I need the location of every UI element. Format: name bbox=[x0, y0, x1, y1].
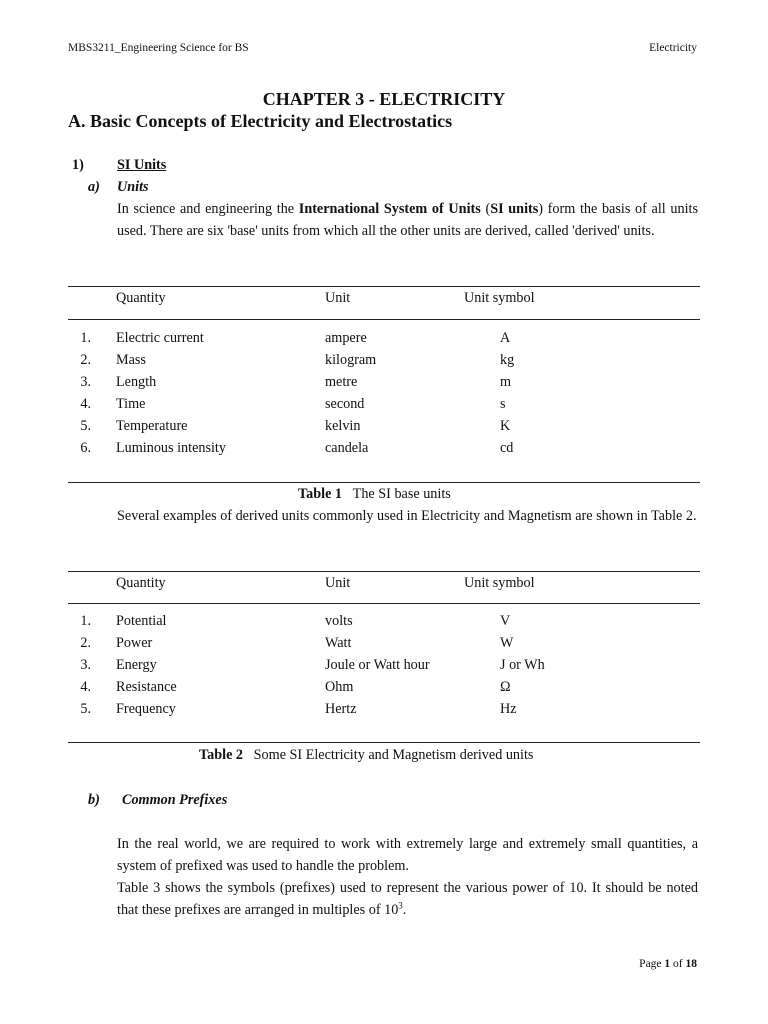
row-number: 1. bbox=[80, 613, 91, 629]
row-unit: Hertz bbox=[325, 701, 357, 717]
row-unit: Ohm bbox=[325, 679, 354, 695]
intro-rest: ) form the basis of all units used. There are six 'base' units from which all the other units are derived, called 'derived' units. bbox=[117, 201, 698, 239]
table1-header-rule bbox=[68, 319, 700, 320]
table-row bbox=[68, 657, 700, 679]
table3-intro-paragraph bbox=[117, 877, 698, 921]
current-page: 1 bbox=[664, 958, 671, 970]
table-row bbox=[68, 635, 700, 657]
row-symbol: Hz bbox=[500, 701, 517, 717]
row-quantity: Power bbox=[116, 635, 153, 651]
total-pages: 18 bbox=[685, 958, 697, 970]
row-quantity: Potential bbox=[116, 613, 167, 629]
of-word: of bbox=[673, 958, 683, 970]
row-quantity: Frequency bbox=[116, 701, 176, 717]
row-number: 2. bbox=[80, 635, 91, 651]
section-title: A. Basic Concepts of Electricity and Electrostatics bbox=[68, 111, 453, 131]
row-quantity: Energy bbox=[116, 657, 157, 673]
page-number bbox=[639, 958, 697, 970]
intro-bold-si-name: International System of Units bbox=[298, 201, 481, 217]
table-row bbox=[68, 330, 700, 352]
row-symbol: m bbox=[500, 374, 512, 390]
row-unit: Joule or Watt hour bbox=[325, 657, 430, 673]
table1-caption-label: Table 1 bbox=[298, 486, 343, 502]
table-row bbox=[68, 701, 700, 723]
row-quantity: Temperature bbox=[116, 418, 188, 434]
section-heading: SI Units bbox=[117, 157, 167, 173]
subsection-a-title: Units bbox=[117, 179, 149, 195]
row-quantity: Mass bbox=[116, 352, 146, 368]
header-topic: Electricity bbox=[649, 42, 697, 54]
table-row bbox=[68, 613, 700, 635]
table2-top-rule bbox=[68, 571, 700, 572]
table2-header-unit: Unit bbox=[325, 575, 351, 591]
table1-header-symbol: Unit symbol bbox=[464, 290, 535, 306]
table2-header-rule bbox=[68, 603, 700, 604]
chapter-title: CHAPTER 3 - ELECTRICITY bbox=[262, 89, 506, 109]
row-unit: volts bbox=[325, 613, 353, 629]
table2-header-symbol: Unit symbol bbox=[464, 575, 535, 591]
section-number: 1) bbox=[72, 157, 84, 173]
table2-caption-text: Some SI Electricity and Magnetism derived units bbox=[253, 747, 534, 763]
row-quantity: Resistance bbox=[116, 679, 177, 695]
table1-header bbox=[68, 290, 700, 312]
table2-header-quantity: Quantity bbox=[116, 575, 166, 591]
table3-intro-text: Table 3 shows the symbols (prefixes) used to represent the various power of 10. It should be noted that these prefixes are arranged in multiples of 10 bbox=[117, 880, 698, 918]
row-quantity: Time bbox=[116, 396, 146, 412]
intro-bold-si-units: SI units bbox=[490, 201, 539, 217]
row-number: 5. bbox=[80, 701, 91, 717]
page-word: Page bbox=[639, 958, 662, 970]
table-row bbox=[68, 440, 700, 462]
table1-top-rule bbox=[68, 286, 700, 287]
table2-caption-label: Table 2 bbox=[199, 747, 244, 763]
row-unit: Watt bbox=[325, 635, 352, 651]
row-number: 4. bbox=[80, 679, 91, 695]
row-number: 2. bbox=[80, 352, 91, 368]
row-number: 3. bbox=[80, 374, 91, 390]
table2-bottom-rule bbox=[68, 742, 700, 743]
intro-paragraph bbox=[117, 198, 698, 242]
table3-intro-end: . bbox=[402, 902, 407, 918]
table-row bbox=[68, 418, 700, 440]
header-course: MBS3211_Engineering Science for BS bbox=[68, 42, 249, 54]
prefixes-paragraph: In the real world, we are required to work with extremely large and extremely small quantities, a system of prefixed was used to handle the problem. bbox=[117, 836, 698, 874]
row-symbol: Ω bbox=[500, 679, 511, 695]
table1-bottom-rule bbox=[68, 482, 700, 483]
power-exponent: 3 bbox=[398, 900, 403, 911]
table2-header bbox=[68, 575, 700, 597]
row-number: 4. bbox=[80, 396, 91, 412]
table2-caption bbox=[199, 747, 533, 764]
table-row bbox=[68, 679, 700, 701]
row-symbol: V bbox=[500, 613, 511, 629]
row-symbol: s bbox=[500, 396, 506, 412]
row-symbol: K bbox=[500, 418, 511, 434]
derived-units-paragraph: Several examples of derived units commonly used in Electricity and Magnetism are shown in Table 2. bbox=[117, 508, 697, 524]
row-unit: kelvin bbox=[325, 418, 361, 434]
row-unit: second bbox=[325, 396, 365, 412]
table1-header-unit: Unit bbox=[325, 290, 351, 306]
subsection-b-label: b) bbox=[88, 792, 100, 808]
row-symbol: J or Wh bbox=[500, 657, 545, 673]
table-row bbox=[68, 374, 700, 396]
subsection-b-title: Common Prefixes bbox=[122, 792, 228, 808]
table1-header-quantity: Quantity bbox=[116, 290, 166, 306]
subsection-a-label: a) bbox=[88, 179, 100, 195]
row-symbol: W bbox=[500, 635, 514, 651]
row-symbol: A bbox=[500, 330, 511, 346]
row-quantity: Length bbox=[116, 374, 157, 390]
row-symbol: cd bbox=[500, 440, 514, 456]
row-quantity: Electric current bbox=[116, 330, 204, 346]
row-number: 3. bbox=[80, 657, 91, 673]
row-number: 5. bbox=[80, 418, 91, 434]
row-unit: ampere bbox=[325, 330, 367, 346]
row-number: 1. bbox=[80, 330, 91, 346]
row-unit: metre bbox=[325, 374, 358, 390]
row-unit: candela bbox=[325, 440, 369, 456]
table1-caption-text: The SI base units bbox=[352, 486, 451, 502]
intro-text: In science and engineering the bbox=[117, 201, 299, 217]
table-row bbox=[68, 352, 700, 374]
row-number: 6. bbox=[80, 440, 91, 456]
row-symbol: kg bbox=[500, 352, 515, 368]
table1-caption bbox=[298, 486, 451, 503]
intro-paren: ( bbox=[480, 201, 491, 217]
row-quantity: Luminous intensity bbox=[116, 440, 226, 456]
row-unit: kilogram bbox=[325, 352, 377, 368]
table-row bbox=[68, 396, 700, 418]
